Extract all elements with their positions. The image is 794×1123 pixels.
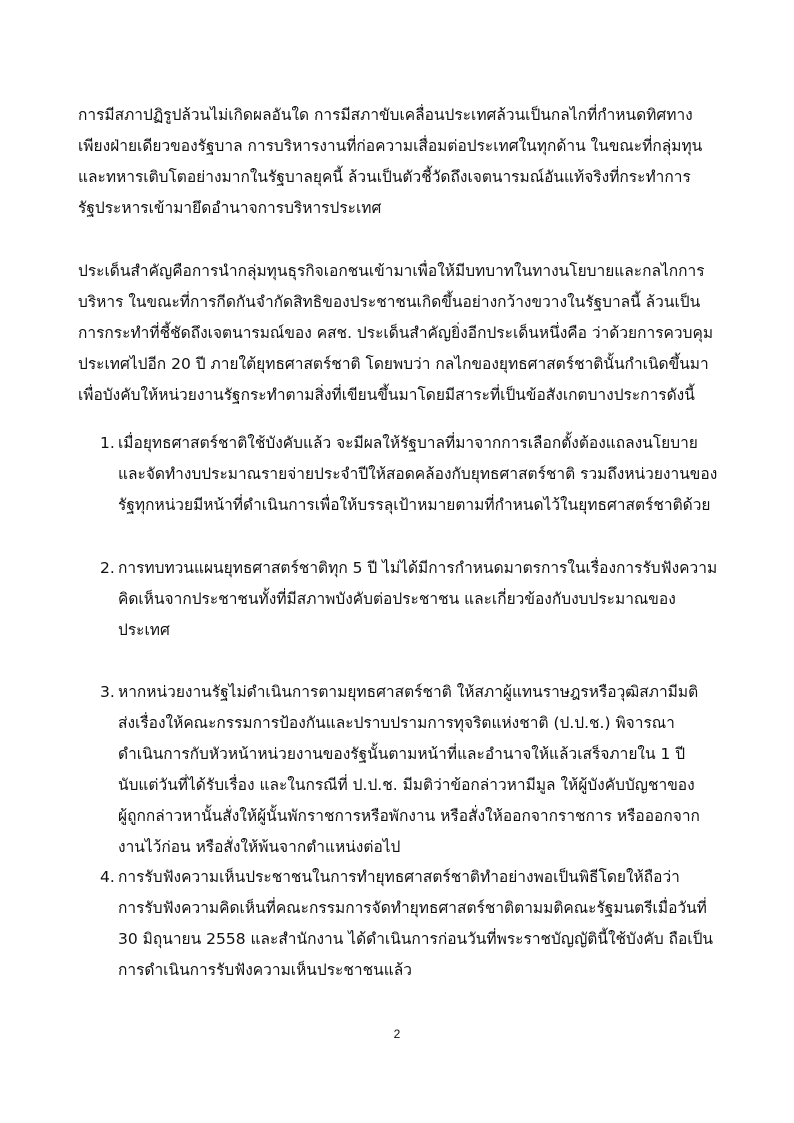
text-line: ประเด็นสำคัญคือการนำกลุ่มทุนธุรกิจเอกชนเข้ามาเพื่อให้มีบทบาทในทางนโยบายและกลไกการ bbox=[78, 262, 705, 280]
text-line: ประเทศไปอีก 20 ปี ภายใต้ยุทธศาสตร์ชาติ โดยพบว่า กลไกของยุทธศาสตร์ชาตินั้นกำเนิดขึ้นมา bbox=[78, 355, 709, 373]
text-line: หากหน่วยงานรัฐไม่ดำเนินการตามยุทธศาสตร์ชาติ ให้สภาผู้แทนราษฎรหรือวุฒิสภามีมติ bbox=[118, 683, 699, 701]
list-item-number: 1. bbox=[100, 434, 115, 452]
text-line: รัฐทุกหน่วยมีหน้าที่ดำเนินการเพื่อให้บรรลุเป้าหมายตามที่กำหนดไว้ในยุทธศาสตร์ชาติด้วย bbox=[118, 496, 711, 514]
text-line: ผู้ถูกกล่าวหานั้นสั่งให้ผู้นั้นพักราชการหรือพักงาน หรือสั่งให้ออกจากราชการ หรือออกจาก bbox=[118, 807, 700, 825]
text-line: งานไว้ก่อน หรือสั่งให้พ้นจากตำแหน่งต่อไป bbox=[118, 838, 401, 856]
list-item-number: 2. bbox=[100, 559, 115, 577]
text-line: และจัดทำงบประมาณรายจ่ายประจำปีให้สอดคล้องกับยุทธศาสตร์ชาติ รวมถึงหน่วยงานของ bbox=[118, 465, 718, 483]
numbered-list-item bbox=[100, 677, 722, 863]
list-item-number: 3. bbox=[100, 683, 115, 701]
text-line: ส่งเรื่องให้คณะกรรมการป้องกันและปราบปรามการทุจริตแห่งชาติ (ป.ป.ช.) พิจารณา bbox=[118, 714, 675, 732]
body-paragraph bbox=[78, 256, 720, 411]
text-line: เมื่อยุทธศาสตร์ชาติใช้บังคับแล้ว จะมีผลให้รัฐบาลที่มาจากการเลือกตั้งต้องแถลงนโยบาย bbox=[118, 434, 698, 452]
text-line: การทบทวนแผนยุทธศาสตร์ชาติทุก 5 ปี ไม่ได้มีการกำหนดมาตรการในเรื่องการรับฟังความ bbox=[118, 559, 718, 577]
text-line: นับแต่วันที่ได้รับเรื่อง และในกรณีที่ ป.ป.ช. มีมติว่าข้อกล่าวหามีมูล ให้ผู้บังคับบัญชาของ bbox=[118, 776, 695, 794]
text-line: ดำเนินการกับหัวหน้าหน่วยงานของรัฐนั้นตามหน้าที่และอำนาจให้แล้วเสร็จภายใน 1 ปี bbox=[118, 745, 686, 763]
text-line: และทหารเติบโตอย่างมากในรัฐบาลยุคนี้ ล้วนเป็นตัวชี้วัดถึงเจตนารมณ์อันแท้จริงที่กระทำการ bbox=[78, 168, 691, 186]
numbered-list-item bbox=[100, 428, 722, 521]
text-line: 30 มิถุนายน 2558 และสำนักงาน ได้ดำเนินการก่อนวันที่พระราชบัญญัตินี้ใช้บังคับ ถือเป็น bbox=[118, 930, 714, 948]
numbered-list-item bbox=[100, 862, 722, 986]
text-line: บริหาร ในขณะที่การกีดกันจำกัดสิทธิของประชาชนเกิดขึ้นอย่างกว้างขวางในรัฐบาลนี้ ล้วนเป็น bbox=[78, 293, 701, 311]
text-line: เพื่อบังคับให้หน่วยงานรัฐกระทำตามสิ่งที่เขียนขึ้นมาโดยมีสาระที่เป็นข้อสังเกตบางประการดังนี้ bbox=[78, 386, 695, 404]
list-item-number: 4. bbox=[100, 868, 115, 886]
text-line: ประเทศ bbox=[118, 621, 170, 639]
body-paragraph bbox=[78, 100, 720, 224]
text-line: การมีสภาปฏิรูปล้วนไม่เกิดผลอันใด การมีสภาขับเคลื่อนประเทศล้วนเป็นกลไกที่กำหนดทิศทาง bbox=[78, 106, 693, 124]
text-line: การรับฟังความเห็นประชาชนในการทำยุทธศาสตร์ชาติทำอย่างพอเป็นพิธีโดยให้ถือว่า bbox=[118, 868, 680, 886]
text-line: เพียงฝ่ายเดียวของรัฐบาล การบริหารงานที่ก่อความเสื่อมต่อประเทศในทุกด้าน ในขณะที่กลุ่มทุน bbox=[78, 137, 703, 155]
numbered-list-item bbox=[100, 553, 722, 646]
text-line: การดำเนินการรับฟังความเห็นประชาชนแล้ว bbox=[118, 961, 412, 979]
text-line: การกระทำที่ชี้ชัดถึงเจตนารมณ์ของ คสช. ประเด็นสำคัญยิ่งอีกประเด็นหนึ่งคือ ว่าด้วยการควบคุม bbox=[78, 324, 714, 342]
text-line: คิดเห็นจากประชาชนทั้งที่มีสภาพบังคับต่อประชาชน และเกี่ยวข้องกับงบประมาณของ bbox=[118, 590, 676, 608]
page-number: 2 bbox=[393, 1027, 401, 1041]
text-line: การรับฟังความคิดเห็นที่คณะกรรมการจัดทำยุทธศาสตร์ชาติตามมติคณะรัฐมนตรีเมื่อวันที่ bbox=[118, 899, 707, 917]
text-line: รัฐประหารเข้ามายึดอำนาจการบริหารประเทศ bbox=[78, 199, 382, 217]
